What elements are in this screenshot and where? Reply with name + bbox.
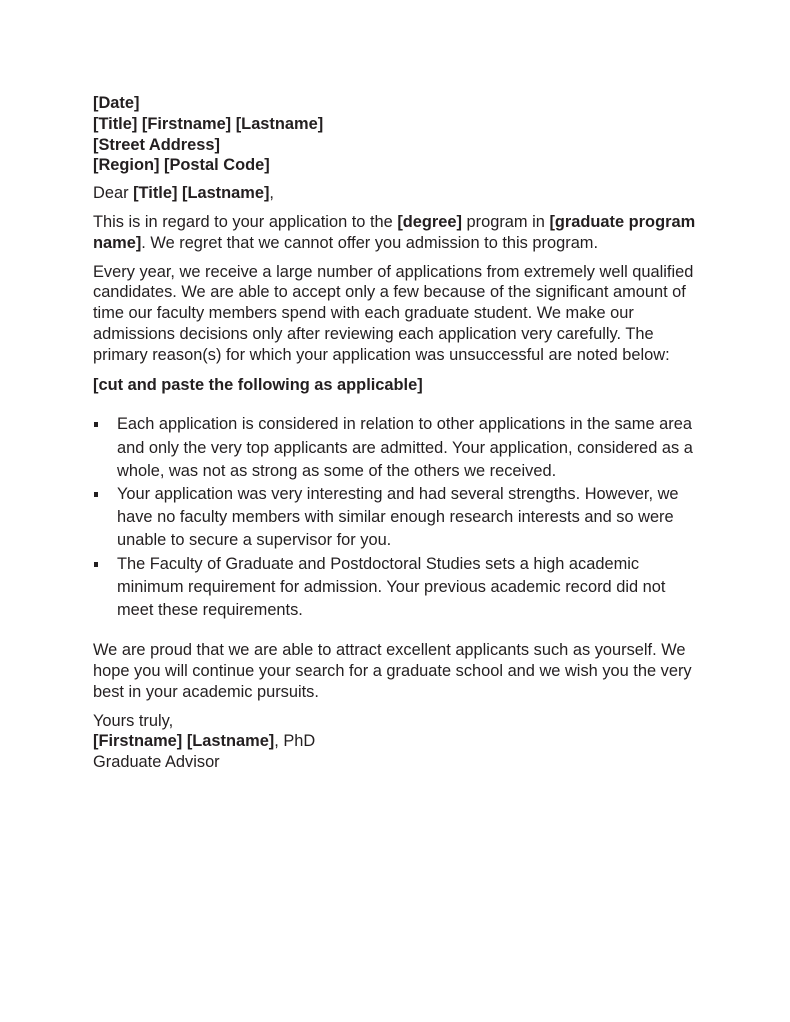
recipient-title: [Title] <box>93 114 138 133</box>
intro-text-2: program in <box>461 212 550 231</box>
list-item <box>93 483 703 553</box>
closing-phrase: Yours truly, <box>93 711 174 730</box>
recipient-name-line <box>93 114 703 135</box>
reason-text: The Faculty of Graduate and Postdoctoral Studies sets a high academic minimum requirement for admission. Your previous academic record did not meet these requirements. <box>117 554 666 619</box>
signer-degree: , PhD <box>274 732 316 751</box>
recipient-lastname: [Lastname] <box>235 114 324 133</box>
closing-paragraph: We are proud that we are able to attract excellent applicants such as yourself. We hope you will continue your search for a graduate school and we wish you the very best in your academic pursuits. <box>93 641 692 701</box>
reason-text: Each application is considered in relation to other applications in the same area and only the very top applicants are admitted. Your application, considered as a whole, was not as strong as some of the others we received. <box>117 415 693 480</box>
signer-name-line <box>93 731 703 752</box>
signer-firstname: [Firstname] <box>93 732 183 751</box>
salutation-title: [Title] <box>133 184 178 203</box>
recipient-firstname: [Firstname] <box>141 114 232 133</box>
region: [Region] <box>93 156 160 175</box>
list-item <box>93 553 703 623</box>
reason-text: Your application was very interesting and had several strengths. However, we have no faculty members with similar enough research interests and so were unable to secure a supervisor for you. <box>117 484 679 550</box>
salutation-prefix: Dear <box>93 184 134 203</box>
intro-text-3: . We regret that we cannot offer you admission to this program. <box>141 233 599 252</box>
salutation-suffix: , <box>269 184 274 203</box>
salutation <box>93 183 703 204</box>
program-placeholder: [graduate program name] <box>93 212 696 252</box>
bullet-icon <box>94 422 98 427</box>
reasons-list <box>93 413 703 622</box>
instruction-note: [cut and paste the following as applicable] <box>93 375 423 394</box>
region-postal-line <box>93 155 703 176</box>
street-address: [Street Address] <box>93 135 220 154</box>
bullet-icon <box>94 492 98 497</box>
intro-paragraph <box>93 212 703 254</box>
date-placeholder: [Date] <box>93 94 140 112</box>
degree-placeholder: [degree] <box>397 212 462 231</box>
postal-code: [Postal Code] <box>164 156 270 175</box>
recipient-address <box>93 93 703 176</box>
intro-text-1: This is in regard to your application to the <box>93 212 398 231</box>
signature-block <box>93 711 703 773</box>
signer-role: Graduate Advisor <box>93 753 220 772</box>
signer-lastname: [Lastname] <box>186 732 275 751</box>
list-item <box>93 413 703 483</box>
salutation-lastname: [Lastname] <box>181 184 270 203</box>
letter <box>93 93 703 773</box>
bullet-icon <box>94 562 98 567</box>
explanation-paragraph: Every year, we receive a large number of applications from extremely well qualified candidates. We are able to accept only a few because of the significant amount of time our faculty members spend with each graduate student. We make our admissions decisions only after reviewing each application very carefully. The primary reason(s) for which your application was unsuccessful are noted below: <box>93 262 694 364</box>
